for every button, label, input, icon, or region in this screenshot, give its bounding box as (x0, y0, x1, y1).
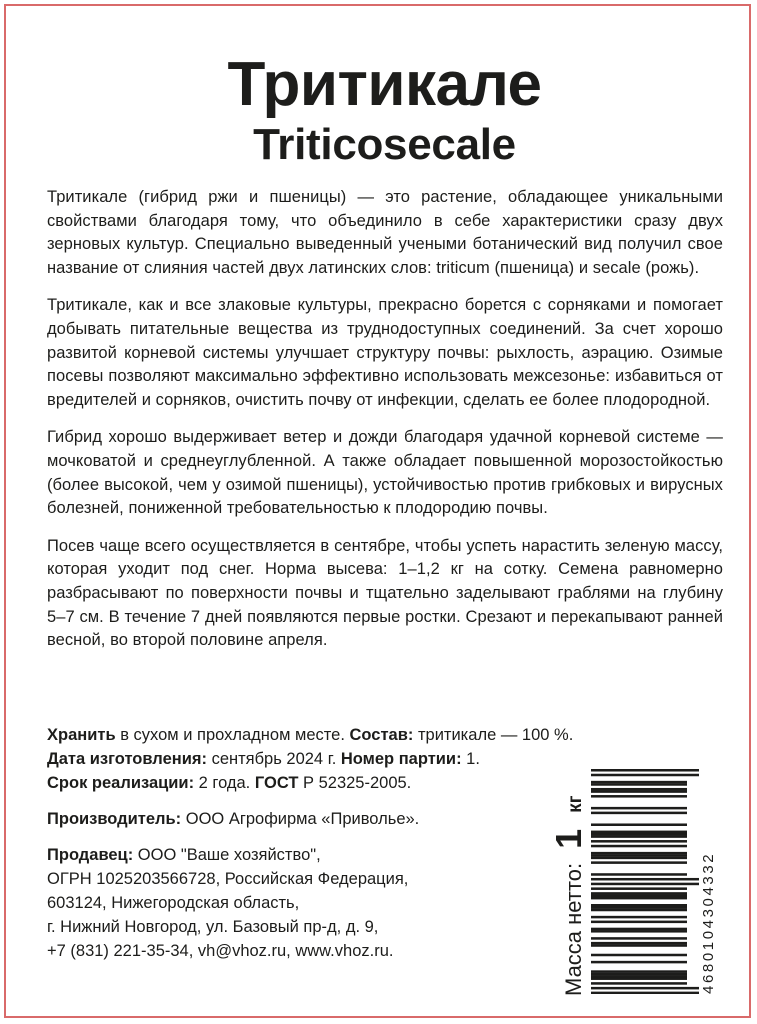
barcode-bar (591, 897, 687, 900)
barcode-bar (591, 937, 687, 940)
date-batch-line (47, 747, 547, 771)
label-frame (4, 4, 751, 1018)
seller-region: 603124, Нижегородская область, (47, 894, 300, 912)
barcode-bar (591, 916, 687, 919)
producer-line (47, 807, 547, 831)
net-weight-value: 1 (548, 828, 589, 849)
description-paragraph: Тритикале, как и все злаковые культуры, прекрасно борется с сорняками и помогает добывать питательные вещества из труднодоступных соединений. За счет хорошо развитой корневой системы улучшает структуру почвы: рыхлость, аэрацию. Озимые посевы позволяют максимально эффективно использовать межсезонье: избавиться от вредителей и сорняков, очистить почву от инфекции, сделать ее более плодородной. (47, 296, 723, 409)
barcode-bar (591, 783, 687, 786)
gost-text: Р 52325-2005. (298, 774, 412, 792)
barcode-bar (591, 961, 687, 964)
barcode-bar (591, 970, 687, 973)
barcode-bar (591, 812, 687, 815)
barcode-bar (591, 833, 687, 836)
barcode-bar (591, 878, 699, 881)
composition-text: тритикале — 100 %. (413, 726, 574, 744)
barcode-bar (591, 921, 687, 924)
barcode-bar (591, 930, 687, 933)
barcode-bar (591, 854, 687, 857)
seller-line (47, 843, 547, 867)
barcode-bar (591, 840, 687, 843)
barcode-bar (591, 835, 687, 838)
barcode (591, 769, 721, 994)
barcode-bar (591, 823, 687, 826)
shelf-life-text: 2 года. (194, 774, 255, 792)
barcode-bar (591, 928, 687, 931)
barcode-bar (591, 895, 687, 898)
barcode-bar (591, 807, 687, 810)
description-paragraph: Тритикале (гибрид ржи и пшеницы) — это растение, обладающее уникальными свойствами благодаря тому, что объединило в себе характеристики сразу двух зерновых культур. Специально выведенный учеными ботанический вид получил свое название от слияния частей двух латинских слов: triticum (пшеница) и secale (рожь). (47, 188, 723, 277)
product-latin-name: Triticosecale (253, 120, 516, 169)
barcode-bar (591, 831, 687, 834)
barcode-bar (591, 769, 699, 772)
description-paragraph: Гибрид хорошо выдерживает ветер и дожди благодаря удачной корневой системе — мочковатой и среднеуглубленной. А также обладает повышенной морозостойкостью (более высокой, чем у озимой пшеницы), устойчивостью против грибковых и вирусных болезней, пониженной требовательностью к плодородию почвы. (47, 428, 723, 518)
storage-composition-line (47, 723, 574, 747)
barcode-bar (591, 942, 687, 945)
barcode-bar (591, 987, 699, 990)
batch-label: Номер партии: (340, 750, 462, 768)
seller-name: ООО "Ваше хозяйство", (133, 846, 321, 864)
barcode-bar (591, 774, 699, 777)
barcode-bar (591, 857, 687, 860)
description-paragraph: Посев чаще всего осуществляется в сентябре, чтобы успеть нарастить зеленую массу, которая уходит под снег. Норма высева: 1–1,2 кг на сотку. Семена равномерно разбрасывают по поверхности почвы и тщательно заделывают граблями на глубину 5–7 см. В течение 7 дней появляются первые ростки. Срезают и перекапывают ранней весной, во второй половине апреля. (47, 536, 723, 650)
product-info (47, 723, 574, 963)
description (47, 186, 723, 667)
barcode-bar (591, 861, 687, 864)
barcode-bar (591, 977, 687, 980)
composition-label: Состав: (349, 726, 414, 744)
barcode-bar (591, 909, 687, 912)
barcode-bar (591, 944, 687, 947)
manufacture-date-label: Дата изготовления: (47, 750, 207, 768)
barcode-bar (591, 982, 687, 985)
producer-text: ООО Агрофирма «Приволье». (181, 810, 420, 828)
barcode-bar (591, 973, 687, 976)
manufacture-date-text: сентябрь 2024 г. (206, 750, 341, 768)
barcode-bar (591, 852, 687, 855)
storage-label: Хранить (47, 726, 116, 744)
barcode-bar (591, 975, 687, 978)
batch-text: 1. (461, 750, 480, 768)
net-weight-label: Масса нетто: (561, 862, 586, 996)
barcode-bar (591, 887, 687, 890)
barcode-icon (591, 769, 699, 994)
producer-label: Производитель: (47, 810, 182, 828)
barcode-bar (591, 781, 687, 784)
barcode-bar (591, 904, 687, 907)
seller-contacts: +7 (831) 221-35-34, vh@vhoz.ru, www.vhoz.ru. (47, 942, 394, 960)
product-title: Тритикале (227, 50, 542, 119)
shelf-life-label: Срок реализации: (47, 774, 195, 792)
seller-address: г. Нижний Новгород, ул. Базовый пр-д, д. 9, (47, 918, 379, 936)
storage-text: в сухом и прохладном месте. (115, 726, 350, 744)
barcode-bar (591, 788, 687, 791)
seller-ogrn: ОГРН 1025203566728, Российская Федерация, (47, 870, 409, 888)
gost-label: ГОСТ (254, 774, 299, 792)
barcode-bar (591, 873, 687, 876)
barcode-bar (591, 845, 687, 848)
shelf-life-line (47, 771, 547, 795)
barcode-bar (591, 790, 687, 793)
barcode-bar (591, 892, 687, 895)
seller-label: Продавец: (47, 846, 134, 864)
net-weight (548, 776, 588, 996)
barcode-bar (591, 992, 699, 994)
barcode-digits: 4680104304332 (700, 851, 717, 994)
net-weight-unit: кг (565, 795, 586, 813)
barcode-bar (591, 906, 687, 909)
barcode-bar (591, 954, 687, 957)
barcode-bar (591, 883, 699, 886)
barcode-bar (591, 795, 687, 798)
